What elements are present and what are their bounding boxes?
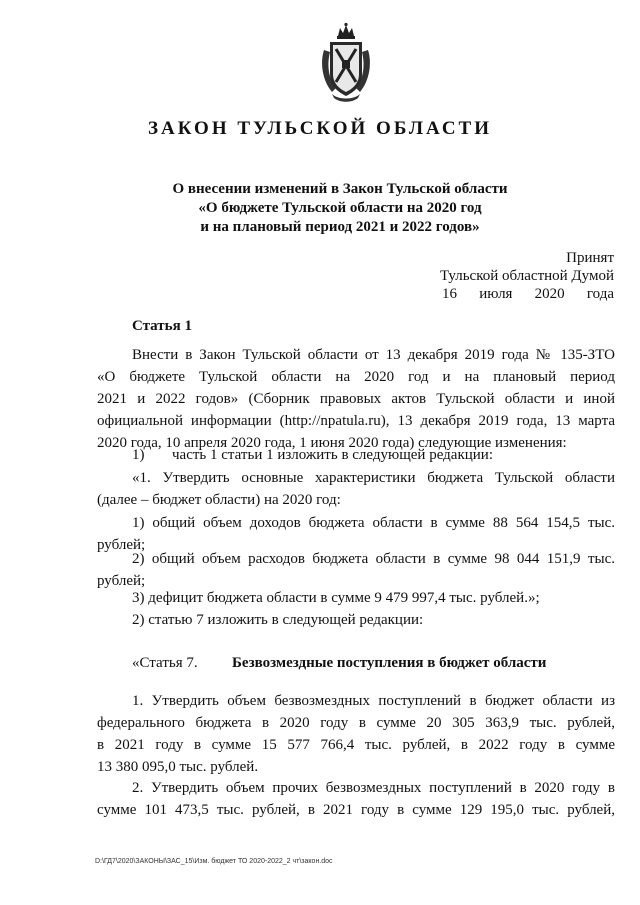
text-line: 2021 и 2022 годов» (Сборник правовых актов Тульской области и иной: [97, 391, 615, 407]
text-line: рублей;: [97, 537, 146, 553]
text-line: 2020 года, 10 апреля 2020 года, 1 июня 2020 года) следующие изменения:: [97, 435, 567, 451]
text-line: 13 380 095,0 тыс. рублей.: [97, 759, 259, 775]
text-line: сумме 101 473,5 тыс. рублей, в 2021 году в сумме 129 195,0 тыс. рублей,: [97, 802, 615, 818]
text-line: (далее – бюджет области) на 2020 год:: [97, 492, 341, 508]
adoption-day: 16: [442, 286, 457, 302]
subject-line: О внесении изменений в Закон Тульской области: [172, 181, 508, 197]
adopted-label: Принят: [566, 250, 614, 266]
text-line: «О бюджете Тульской области на 2020 год и на плановый период: [97, 369, 615, 385]
article7-paragraph-2: [97, 777, 615, 821]
law-title: ЗАКОН ТУЛЬСКОЙ ОБЛАСТИ: [147, 118, 493, 139]
article-heading: Статья 1: [132, 318, 192, 334]
adopted-by: Тульской областной Думой: [439, 268, 614, 284]
adoption-date: [434, 285, 614, 303]
text-line: федерального бюджета в 2020 году в сумме 20 305 363,9 тыс. рублей,: [97, 715, 615, 731]
adoption-block: [434, 249, 614, 303]
text-line: Внести в Закон Тульской области от 13 декабря 2019 года № 135-ЗТО: [132, 347, 615, 363]
text-line: в 2021 году в сумме 15 577 766,4 тыс. рублей, в 2022 году в сумме: [97, 737, 615, 753]
text-line: 2. Утвердить объем прочих безвозмездных поступлений в 2020 году в: [132, 780, 615, 796]
amendment-item-2: 2) статью 7 изложить в следующей редакции:: [132, 612, 424, 628]
adoption-year-word: года: [586, 286, 614, 302]
subclause-deficit: 3) дефицит бюджета области в сумме 9 479 997,4 тыс. рублей.»;: [132, 590, 540, 606]
subclause-expenses: [97, 548, 615, 592]
text-line: официальной информации (http://npatula.ru), 13 декабря 2019 года, 13 марта: [97, 413, 615, 429]
new-article-heading: [132, 655, 546, 672]
coat-of-arms-icon: [316, 22, 376, 104]
clause-1: [97, 467, 615, 511]
text-line: рублей;: [97, 573, 146, 589]
law-subject: [150, 180, 530, 237]
adoption-month: июля: [479, 286, 513, 302]
item-number: 1): [132, 447, 145, 463]
text-line: 1) общий объем доходов бюджета области в сумме 88 564 154,5 тыс.: [132, 515, 615, 531]
subject-line: «О бюджете Тульской области на 2020 год: [198, 200, 482, 216]
item-text: часть 1 статьи 1 изложить в следующей редакции:: [172, 447, 493, 463]
file-path-footer: D:\ГД7\2020\ЗАКОНЫ\ЗАС_15\Изм. бюджет ТО 2020-2022_2 чт\закон.doc: [95, 858, 333, 865]
new-article-title: Безвозмездные поступления в бюджет области: [232, 655, 547, 671]
text-line: 2) общий объем расходов бюджета области в сумме 98 044 151,9 тыс.: [132, 551, 615, 567]
article1-intro: [97, 344, 615, 454]
text-line: 1. Утвердить объем безвозмездных поступлений в бюджет области из: [132, 693, 615, 709]
amendment-item-1: [132, 447, 493, 464]
new-article-label: «Статья 7.: [132, 655, 198, 671]
subject-line: и на плановый период 2021 и 2022 годов»: [200, 219, 480, 235]
adoption-year: 2020: [534, 286, 565, 302]
text-line: «1. Утвердить основные характеристики бюджета Тульской области: [132, 470, 615, 486]
article7-paragraph-1: [97, 690, 615, 778]
